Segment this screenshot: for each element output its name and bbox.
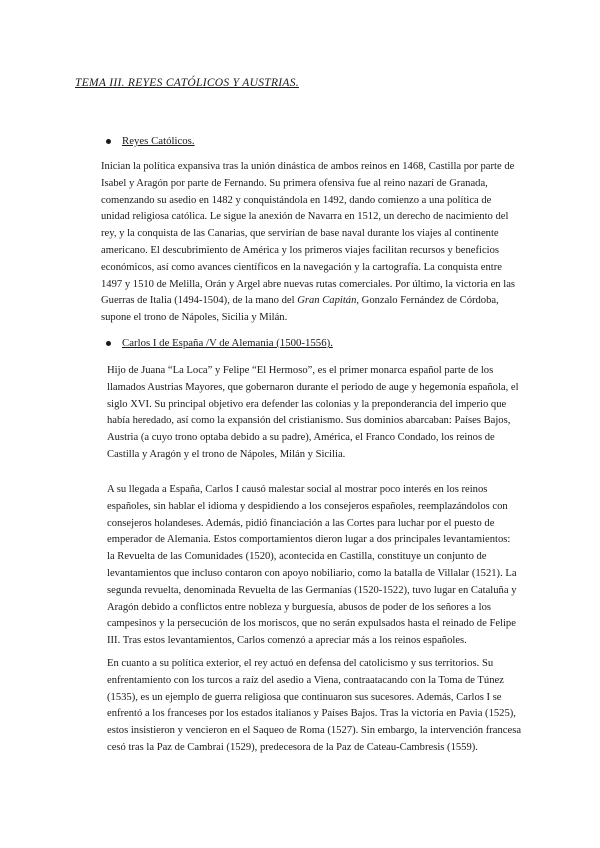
text-line: III. Tras estos levantamientos, Carlos comenzó a apreciar más a los reinos españoles. (107, 635, 467, 647)
paragraph-carlos-intro (107, 363, 519, 464)
text-line: segunda revuelta, denominada Revuelta de las Germanías (1520-1522), tuvo lugar en Cataluña y (107, 584, 517, 596)
text-line: enfrentamiento con los turcos a raíz del asedio a Viena, contraatacando con la Toma de Túnez (107, 674, 504, 686)
italic-text: Gran Capitán (297, 295, 357, 307)
text-line: unidad religiosa católica. Le sigue la anexión de Navarra en 1512, un derecho de nacimiento del (101, 211, 509, 223)
section-heading-carlos-i (122, 336, 333, 350)
text-line: rey, y la conquista de las Canarias, que servirían de base naval durante los viajes al continente (101, 228, 499, 240)
text-line: comenzando su asedio en 1482 y conquistándola en 1492, dando comienzo a una política de (101, 194, 492, 206)
text-line: campesinos y la persecución de los moriscos, que no serán expulsados hasta el reinado de Felipe (107, 618, 516, 630)
text-line: A su llegada a España, Carlos I causó malestar social al mostrar poco interés en los reinos (107, 484, 488, 495)
text-line: (1535), es un ejemplo de guerra religiosa que continuaron sus sucesores. Además, Carlos I se (107, 691, 502, 703)
text-line: Aragón debido a conflictos entre nobleza y burguesía, abusos de poder de los señores a los (107, 601, 492, 613)
section-heading-label: Carlos I de España /V de Alemania (1500-1556). (122, 337, 333, 349)
paragraph-reyes-catolicos (101, 159, 515, 327)
text-line: económicos, así como avances científicos en la navegación y la cartografía. La conquista entre (101, 261, 502, 273)
text-line: Guerras de Italia (1494-1504), de la mano del Gran Capitán, Gonzalo Fernández de Córdoba, (101, 295, 499, 307)
text-line: Isabel y Aragón por parte de Fernando. Su primera ofensiva fue al reino nazarí de Granada, (101, 177, 488, 189)
document-title: TEMA III. REYES CATÓLICOS Y AUSTRIAS. (75, 77, 299, 89)
bullet-icon (106, 139, 111, 144)
section-heading-reyes-catolicos (122, 134, 195, 148)
text-line: emperador de Alemania. Estos comportamientos dieron lugar a dos principales levantamientos: (107, 534, 511, 546)
text-line: cesó tras la Paz de Cambrai (1529), predecesora de la Paz de Cateau-Cambresis (1559). (107, 741, 478, 753)
text-line: En cuanto a su política exterior, el rey actuó en defensa del catolicismo y sus territorios. Su (107, 658, 494, 669)
paragraph-carlos-revueltas (107, 482, 517, 650)
text-line: levantamientos que incluso contaron con apoyo nobiliario, como la batalla de Villalar (1521). La (107, 567, 517, 579)
text-line: la Revuelta de las Comunidades (1520), acontecida en Castilla, constituye un conjunto de (107, 551, 487, 563)
paragraph-carlos-exterior (107, 656, 521, 757)
text-line: había heredado, así como la expansión del cristianismo. Sus dominios abarcaban: Países Bajos, (107, 415, 511, 427)
text-line: Castilla y Aragón y el trono de Nápoles, Milán y Sicilia. (107, 448, 346, 460)
text-line: 1497 y 1510 de Melilla, Orán y Argel abre nuevas rutas comerciales. Por último, la victoria en las (101, 278, 516, 290)
text-line: americano. El descubrimiento de América y los primeros viajes facilitan recursos y beneficios (101, 244, 500, 256)
bullet-icon (106, 341, 111, 346)
section-heading-label: Reyes Católicos. (122, 135, 195, 147)
text-line: estos insistieron y vencieron en el Saqueo de Roma (1527). Sin embargo, la intervención francesa (107, 725, 522, 737)
text-line: enfrentó a los franceses por los estados italianos y Países Bajos. Tras la victoria en Pavia (1525), (107, 708, 516, 720)
text-line: Hijo de Juana “La Loca” y Felipe “El Hermoso”, es el primer monarca español parte de los (107, 365, 494, 376)
text-line: Austria (a cuyo trono optaba debido a su padre), América, el Franco Condado, los reinos de (107, 432, 495, 444)
text-line: consejeros holandeses. Además, pidió financiación a las Cortes para luchar por el puesto de (107, 517, 495, 529)
text-line: españoles, sin hablar el idioma y despidiendo a los consejeros españoles, reemplazándolos con (107, 500, 508, 512)
text-line: llamados Austrias Mayores, que gobernaron durante el periodo de auge y hegemonía española, el (107, 381, 519, 393)
text-line: siglo XVI. Su principal objetivo era defender las colonias y la preponderancia del imperio que (107, 398, 507, 410)
text-line: supone el trono de Nápoles, Sicilia y Milán. (101, 312, 288, 324)
text-line: Inician la política expansiva tras la unión dinástica de ambos reinos en 1468, Castilla por parte de (101, 161, 515, 172)
